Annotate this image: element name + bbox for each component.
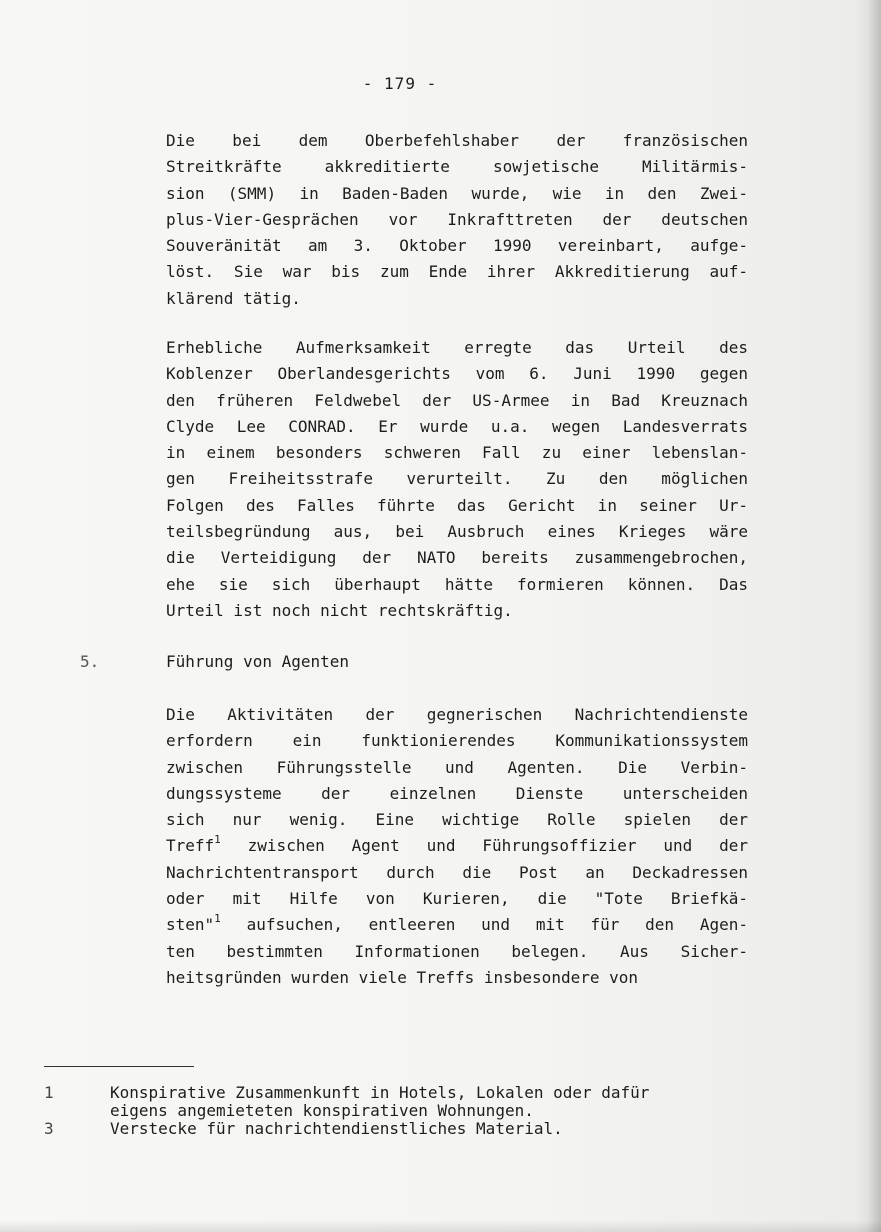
text-line: den früheren Feldwebel der US-Armee in Bad Kreuznach	[166, 390, 748, 410]
text-line: Die bei dem Oberbefehlshaber der französischen	[166, 131, 748, 150]
text-line: Streitkräfte akkreditierte sowjetische Militärmis-	[166, 157, 748, 177]
word-sten: sten"	[166, 915, 215, 935]
text-line: sich nur wenig. Eine wichtige Rolle spielen der	[166, 810, 748, 830]
footnote-separator	[44, 1066, 194, 1067]
text-line: gen Freiheitsstrafe verurteilt. Zu den möglichen	[166, 469, 748, 489]
section-title: Führung von Agenten	[166, 652, 350, 671]
text-line: dungssysteme der einzelnen Dienste unterscheiden	[166, 783, 748, 803]
text-line: oder mit Hilfe von Kurieren, die "Tote Briefkä-	[166, 889, 748, 909]
footnote-mark: 3	[44, 1119, 54, 1138]
section-number: 5.	[80, 652, 100, 671]
scan-edge-shadow	[867, 0, 881, 1232]
text-line: teilsbegründung aus, bei Ausbruch eines Krieges wäre	[166, 522, 748, 542]
text-line: Die Aktivitäten der gegnerischen Nachrichtendienste	[166, 705, 748, 724]
footnote-text: Konspirative Zusammenkunft in Hotels, Lokalen oder dafür	[110, 1083, 650, 1102]
footnote-mark: 1	[44, 1083, 54, 1102]
paragraph-agents	[166, 702, 748, 991]
text-line: ten bestimmten Informationen belegen. Aus Sicher-	[166, 941, 748, 961]
text-line: sion (SMM) in Baden-Baden wurde, wie in den Zwei-	[166, 183, 748, 203]
text-line: in einem besonders schweren Fall zu einer lebenslan-	[166, 443, 748, 463]
text-line	[166, 833, 748, 859]
page-number: - 179 -	[362, 74, 438, 93]
text-line: Erhebliche Aufmerksamkeit erregte das Urteil des	[166, 338, 748, 357]
text-line: erfordern ein funktionierendes Kommunikationssystem	[166, 731, 748, 751]
text-line	[166, 912, 748, 938]
text-line: plus-Vier-Gesprächen vor Inkrafttreten der deutschen	[166, 209, 748, 229]
text-line: Clyde Lee CONRAD. Er wurde u.a. wegen Landesverrats	[166, 416, 748, 436]
scan-bottom-shadow	[0, 1220, 881, 1232]
text-line: Nachrichtentransport durch die Post an Deckadressen	[166, 862, 748, 882]
text-line: heitsgründen wurden viele Treffs insbesondere von	[166, 967, 639, 987]
text-line: Koblenzer Oberlandesgerichts vom 6. Juni 1990 gegen	[166, 364, 748, 384]
paragraph-conrad	[166, 335, 748, 624]
paragraph-smm	[166, 128, 748, 312]
text-line: ehe sie sich überhaupt hätte formieren können. Das	[166, 574, 748, 594]
footnote-ref: 1	[214, 833, 221, 847]
footnote-ref: 1	[214, 912, 221, 926]
footnote-text: eigens angemieteten konspirativen Wohnungen.	[110, 1101, 534, 1120]
text-line: Urteil ist noch nicht rechtskräftig.	[166, 600, 513, 620]
text-line: löst. Sie war bis zum Ende ihrer Akkreditierung auf-	[166, 262, 748, 282]
text-line: zwischen Führungsstelle und Agenten. Die Verbin-	[166, 757, 748, 777]
text-fragment: zwischen Agent und Führungsoffizier und der	[220, 836, 748, 856]
text-line: klärend tätig.	[166, 288, 301, 308]
text-line: Folgen des Falles führte das Gericht in seiner Ur-	[166, 495, 748, 515]
footnote-text: Verstecke für nachrichtendienstliches Material.	[110, 1119, 563, 1138]
word-treff: Treff	[166, 836, 215, 856]
text-fragment: aufsuchen, entleeren und mit für den Agen-	[220, 915, 748, 935]
text-line: die Verteidigung der NATO bereits zusammengebrochen,	[166, 548, 748, 568]
text-line: Souveränität am 3. Oktober 1990 vereinbart, aufge-	[166, 236, 748, 256]
